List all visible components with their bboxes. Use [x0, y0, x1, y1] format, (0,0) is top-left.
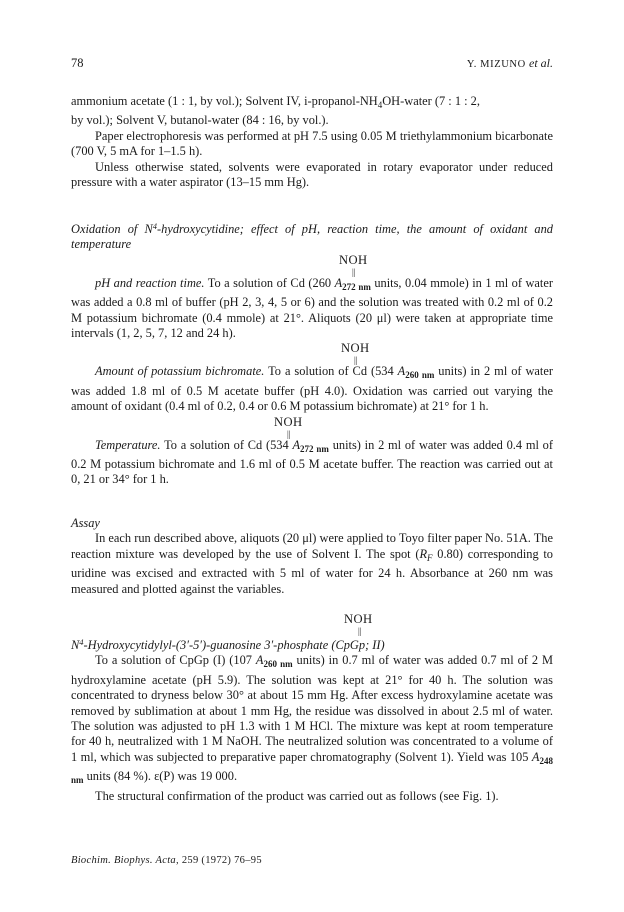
page-header	[71, 56, 553, 72]
assay-section	[71, 516, 553, 597]
assay-paragraph: In each run described above, aliquots (20 μl) were applied to Toyo filter paper No. 51A. The reaction mixture was developed by the use of Solvent I. The spot ($R_F$ 0.80) corresponding to uridine was excised and extracted with 5 ml of water for 24 h. Absorbance at 260 nm was measured and plotted against the variables.	[71, 531, 553, 596]
electrophoresis-paragraph: Paper electrophoresis was performed at pH 7.5 using 0.05 M triethylammonium bicarbonate (700 V, 5 mA for 1–1.5 h).	[71, 128, 553, 159]
cpgp-heading: $N^4-Hydroxycytidylyl-(3'-5')$-guanosine 3′-phosphate (CpGp; II)	[71, 637, 385, 652]
running-head-etal: et al.	[529, 56, 553, 70]
solvent-list-text	[71, 94, 553, 190]
cpgp-section	[71, 612, 553, 804]
running-head	[467, 56, 553, 71]
running-head-author: Y. MIZUNO	[466, 59, 526, 70]
bichromate-paragraph: Amount of potassium bichromate. To a solution of Cd (534 $A_{260 nm}$ units) in 2 ml of water was added 1.8 ml of 0.5 M acetate buffer (pH 4.0). Oxidation was carried out varying the amount of oxidant (0.4 ml of 0.2, 0.4 or 0.6 M potassium bichromate) at 21° for 1 h.	[71, 364, 554, 414]
evaporation-paragraph: Unless otherwise stated, solvents were evaporated in rotary evaporator under reduced pressure with a water aspirator (13–15 mm Hg).	[71, 159, 553, 190]
noh-structure-label: NOH ||	[339, 252, 368, 277]
temperature-paragraph: Temperature. To a solution of Cd (534 $A_{272 nm}$ units) in 2 ml of water was added 0.4 ml of 0.2 M potassium bichromate and 1.6 ml of 0.5 M acetate buffer. The reaction was carried out at 0, 21 or 34° for 1 h.	[71, 437, 553, 487]
cpgp-paragraph: To a solution of CpGp (I) (107 $A_{260 nm}$ units) in 0.7 ml of water was added 0.7 ml of 2 M hydroxylamine acetate (pH 5.9). The solution was kept at 21° for 40 h. The solution was concentrated to dryness below 30° at about 15 mm Hg. After excess hydroxylamine acetate was removed by sublimation at about 1 mm Hg, the residue was dissolved in about 2.5 ml of water. The solution was adjusted to pH 1.3 with 1 M HCl. The mixture was kept at room temperature for 40 h, neutralized with 1 M NaOH. The neutralized solution was concentrated to a volume of 1 ml, which was subjected to preparative paper chromatography (Solvent 1). Yield was 105 $A_{248 nm}$ units (84 %). ε(P) was 19 000.	[71, 653, 553, 786]
solvent-line-1: ammonium acetate (1 : 1, by vol.); Solvent IV, $i-propanol-NH_4OH$-water (7 : 1 : 2,	[71, 94, 480, 110]
solvent-line-2: by vol.); Solvent V, butanol-water (84 : 16, by vol.).	[71, 113, 329, 128]
oxidation-heading: Oxidation of $N^4$-hydroxycytidine; effect of pH, reaction time, the amount of oxidant and temperature	[71, 221, 554, 252]
ph-reaction-paragraph: pH and reaction time. To a solution of Cd (260 $A_{272 nm}$ units, 0.04 mmole) in 1 ml of water was added a 0.8 ml of buffer (pH 2, 3, 4, 5 or 6) and the solution was treated with 0.2 ml of 0.2 M potassium bichromate (0.4 mmole) at 21°. Aliquots (20 μl) were taken at appropriate time intervals (1, 2, 5, 7, 12 and 24 h).	[71, 275, 553, 341]
noh-structure-label: NOH ||	[341, 341, 370, 366]
noh-structure-label: NOH ||	[274, 414, 303, 439]
page-number: 78	[71, 56, 84, 70]
noh-structure-label: NOH ||	[344, 612, 373, 636]
oxidation-section	[71, 219, 553, 488]
structural-confirmation-paragraph: The structural confirmation of the product was carried out as follows (see Fig. 1).	[95, 788, 499, 803]
assay-heading: Assay	[71, 516, 100, 530]
journal-citation: Biochim. Biophys. Acta, 259 (1972) 76–95	[71, 855, 262, 866]
